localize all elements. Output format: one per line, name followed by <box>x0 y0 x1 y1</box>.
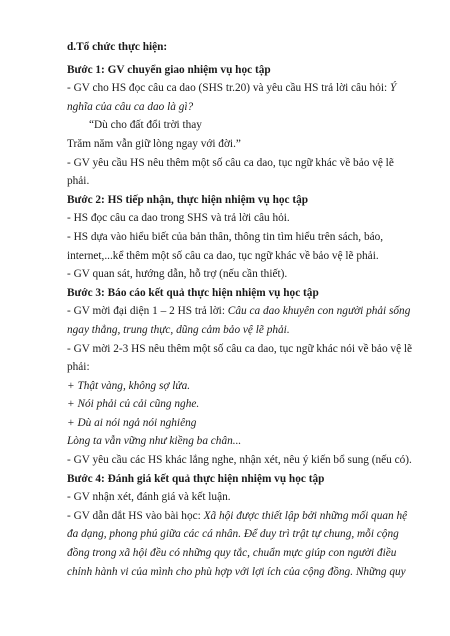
step-1-question: nghĩa của câu ca dao là gì? <box>67 100 194 113</box>
step-2-paragraph-3: - GV quan sát, hướng dẫn, hỗ trợ (nếu cần thiết). <box>67 268 288 281</box>
text-span: - GV mời đại diện 1 – 2 HS trả lời: <box>67 305 228 318</box>
section-heading: d.Tổ chức thực hiện: <box>67 41 168 53</box>
text-span-italic: Câu ca dao khuyên con người phải sống <box>227 305 411 318</box>
step-3-paragraph-3: - GV yêu cầu các HS khác lắng nghe, nhận xét, nêu ý kiến bổ sung (nếu có). <box>67 454 412 467</box>
step-2-paragraph-1: - HS đọc câu ca dao trong SHS và trả lời câu hỏi. <box>67 212 290 225</box>
step-4-lesson-line-4: chỉnh hành vi của mình cho phù hợp với lợi ích của cộng đồng. Những quy <box>67 565 406 578</box>
step-1-title: Bước 1: GV chuyển giao nhiệm vụ học tập <box>67 63 271 76</box>
step-3-paragraph-1 <box>67 302 411 321</box>
step-2-paragraph-2-cont: internet,...kể thêm một số câu ca dao, tục ngữ khác về bảo vệ lẽ phải. <box>67 249 379 262</box>
step-3-paragraph-2-cont: phải: <box>67 361 90 374</box>
step-2-paragraph-2: - HS dựa vào hiểu biết của bản thân, thông tin tìm hiểu trên sách, báo, <box>67 230 384 243</box>
step-4-paragraph-1: - GV nhận xét, đánh giá và kết luận. <box>67 491 231 504</box>
proverb-3: + Dù ai nói ngả nói nghiêng <box>67 416 197 429</box>
step-4-title: Bước 4: Đánh giá kết quả thực hiện nhiệm vụ học tập <box>67 472 325 485</box>
step-1-paragraph-1 <box>67 79 397 98</box>
step-3-answer: ngay thẳng, trung thực, dũng cảm bảo vệ lẽ phải. <box>67 323 290 336</box>
text-span-italic: Ý <box>389 82 397 95</box>
text-span: - GV dẫn dắt HS vào bài học: <box>67 509 204 522</box>
step-2-title: Bước 2: HS tiếp nhận, thực hiện nhiệm vụ học tập <box>67 193 309 206</box>
proverb-2: + Nói phải củ cải cũng nghe. <box>67 398 200 411</box>
proverb-3-cont: Lòng ta vẫn vững như kiềng ba chân... <box>67 435 242 448</box>
text-span-italic: Xã hội được thiết lập bởi những mối quan hệ <box>203 509 408 522</box>
step-1-paragraph-2-cont: phải. <box>67 175 90 188</box>
proverb-1: + Thật vàng, không sợ lửa. <box>67 379 191 392</box>
step-3-title: Bước 3: Báo cáo kết quả thực hiện nhiệm vụ học tập <box>67 286 319 299</box>
text-span: - GV cho HS đọc câu ca dao (SHS tr.20) và yêu cầu HS trả lời câu hỏi: <box>67 82 390 95</box>
step-4-lesson-line-3: đồng trong xã hội đều có những quy tắc, chuẩn mực giúp con người điều <box>67 547 397 560</box>
step-1-paragraph-2: - GV yêu cầu HS nêu thêm một số câu ca dao, tục ngữ khác về bảo vệ lẽ <box>67 156 394 169</box>
poem-line-1: “Dù cho đất đổi trời thay <box>89 119 202 132</box>
step-3-paragraph-2: - GV mời 2-3 HS nêu thêm một số câu ca dao, tục ngữ khác nói về bảo vệ lẽ <box>67 342 413 355</box>
poem-line-2: Trăm năm vẫn giữ lòng ngay với đời.” <box>67 137 241 150</box>
step-4-lesson-line-2: đa dạng, phong phú giữa các cá nhân. Để duy trì trật tự chung, mỗi cộng <box>67 528 399 541</box>
step-4-paragraph-2 <box>67 507 408 526</box>
